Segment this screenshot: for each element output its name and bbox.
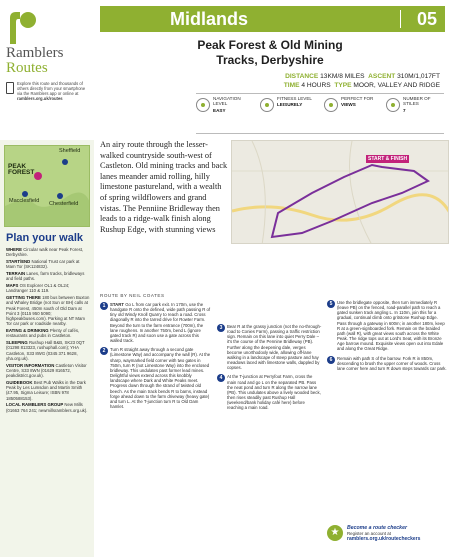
locator-label-sheffield: Sheffield xyxy=(59,148,81,154)
intro-paragraph: An airy route through the lesser-walked countryside south-west of Castleton. Old mining tracks and back lanes meander amid rolling, hilly limestone pastureland, with a wealth of spring wildflowers and grand vistas. The Penniine Bridleway then leads to a ridge-walk finish along Rushup Edge, with stunning views xyxy=(100,140,228,234)
walk-number: 05 xyxy=(416,9,437,29)
star-icon: ★ xyxy=(327,525,343,541)
stats-divider xyxy=(196,93,444,94)
brand-subname: Routes xyxy=(6,60,48,76)
brand-name: Ramblers xyxy=(6,45,64,61)
route-step-3: 3 Bear R at the grassy junction (not the no-through-road to Conies Farm), passing a traffic restriction sign. Remain on this lane into quiet Perry Dale – it's the course of the Pennine Bridleway (PB). Further along the deepening dale, verges become unorthodoxly wide, allowing off-lane walking in a landscape of steep pasture and hay meadows laced with limestone walls, dappled by copses. xyxy=(217,324,322,370)
step-number: 1 xyxy=(100,302,108,310)
plan-item: WHERE Circular walk near Peak Forest, Derbyshire. xyxy=(6,247,84,258)
steps-column-3 xyxy=(327,300,447,375)
type-value: MOOR, VALLEY AND RIDGE xyxy=(353,82,440,89)
plan-item: START/END National Trust car park at Mam Tor (SK124832). xyxy=(6,259,80,270)
locator-label-macclesfield: Macclesfield xyxy=(9,198,40,204)
badges-divider xyxy=(196,133,444,134)
step-number: 2 xyxy=(100,347,108,355)
walk-title: Peak Forest & Old Mining Tracks, Derbyshire xyxy=(197,38,343,67)
header-divider xyxy=(400,10,401,28)
fitness-level-badge: FITNESS LEVEL LEISURELY xyxy=(260,96,320,130)
route-checker-cta xyxy=(327,521,447,545)
stile-icon xyxy=(386,98,400,112)
ramblers-r-logo-icon xyxy=(6,8,40,46)
region-header-bar xyxy=(100,6,445,32)
app-promo xyxy=(6,81,88,101)
navigation-level-badge: NAVIGATION LEVEL EASY xyxy=(196,96,256,130)
step-number: 3 xyxy=(217,324,225,332)
plan-item: MAPS OS Explorer OL1 & OL24; Landranger 110 & 119. xyxy=(6,283,70,294)
left-sidebar xyxy=(0,0,94,557)
route-step-1: 1 START Go L from car park exit. In 170m, use the handgate R onto the defined, wide path passing R of tiny old Windy Knoll Quarry to reach a road. Cross diagonally R into the tarred drive for Rowter Farm. Beyond the turn to the farm entrance (700m), the lane roughens. In another 750m, bend L (ignore gated track R) and soon use a gate across this walled track. xyxy=(100,302,212,343)
ascent-value: 310M/1,017FT xyxy=(397,73,440,80)
plan-item: VISITOR INFORMATION Castleton Visitor Centre, S33 8WN (01629 816572, peakdistrict.gov.uk). xyxy=(6,362,87,378)
locator-map-drawing xyxy=(5,146,90,227)
plan-your-walk-heading: Plan your walk xyxy=(6,232,84,244)
locator-label-peak-forest: PEAK FOREST xyxy=(8,163,35,176)
plan-item: GETTING THERE 180 bus between Buxton and Whaley Bridge (not Sun or BH) calls at Peak Forest, 450m south of Old Dam at Point 3 (0115 950 5090; highpeakbuses.com). Parking at NT Mam Tor car park or roadside nearby. xyxy=(6,295,90,327)
routes-link[interactable]: ramblers.org.uk/routes xyxy=(17,96,63,101)
step-number: 6 xyxy=(327,356,335,364)
region-name: Midlands xyxy=(170,9,249,29)
route-step-5: 5 Use the bridlegate opposite, then turn immediately R (leave PB) on the fenced, road-parallel path to reach a gated sunken track angling L. In 110m, join this for a gradual, continual climb onto gritstone Rushup Edge. Pass through a gateway in 600m; in another 180m, keep R at a green-signboarded fork. Remain on the braided path (wall R), with great views south across the White Peak. The ridge tops out at Lord's Seat, with its Bronze Age barrow mound. Exquisite views open out into Edale and along the Great Ridge. xyxy=(327,300,447,352)
cta-subtext: Register an account at xyxy=(347,530,391,536)
plan-item: SLEEPING Rushup Hall B&B, SK23 0QT (01298 813323, rushuphall.com); YHA Castleton, S33 8WG (0345 371 9628, yha.org.uk). xyxy=(6,340,85,361)
steps-column-1 xyxy=(100,302,212,413)
step-number: 5 xyxy=(327,300,335,308)
compass-icon xyxy=(196,98,210,112)
plan-item: GUIDEBOOK Best Pub Walks in the Dark Peak by Les Lumsdon and Martin Smith (£7.95, Sigma Leisure; ISBN 978 1850588153). xyxy=(6,379,86,401)
stiles-badge: NUMBER OF STILES 7 xyxy=(386,96,446,130)
route-checkers-link[interactable]: ramblers.org.uk/routecheckers xyxy=(347,535,421,542)
cta-heading: Become a route checker xyxy=(347,524,407,531)
smartphone-icon xyxy=(6,82,14,94)
route-step-2: 2 Turn R straight away through a second gate (Limestone Way) and accompany the wall (R). At the sharp, waymarked field corner with two gates in 750m, turn R (not Limestone Way) into the enclosed bridleway. This undulates past former lead mines. Delightful views extend across this knobbly landscape where Dark and White Peaks meet. Progress down through the strand of twisted old beech. As the main track bends R to barns, instead forge ahead down to the farm driveway (heavy gate) and turn L. At the T-junction turn R to Old Dam hamlet. xyxy=(100,347,212,409)
locator-map xyxy=(4,145,90,227)
plan-item: LOCAL RAMBLERS GROUP New Mills (01663 764 241; newmillsramblers.org.uk). xyxy=(6,402,88,413)
steps-column-2 xyxy=(217,324,322,415)
perfect-for-badge: PERFECT FOR VIEWS xyxy=(324,96,384,130)
route-step-6: 6 Remain with path S of the barrow. Fork R in 850m, descending to brush the upper corner of woods. Cross lane corner here and turn R down steps towards car park. xyxy=(327,356,447,371)
plan-item: EATING & DRINKING Plenty of cafés, restaurants and pubs in Castleton. xyxy=(6,328,80,339)
app-promo-text: Explore this route and thousands of others directly from your smartphone via the Ramblers app or online at xyxy=(17,81,86,96)
route-step-4: 4 At the T-junction at Perryfoot Farm, cross the main road and go L on the separated PB. Pass the neat pond and turn R along the narrow lane (PB). This undulates above a lively wooded beck, then rises steadily past Rushup Hall (weekend/bank holiday café here) before reaching a main road. xyxy=(217,374,322,410)
step-number: 4 xyxy=(217,374,225,382)
boot-icon xyxy=(260,98,274,112)
plan-your-walk-details xyxy=(6,247,90,414)
distance-value: 13KM/8 MILES xyxy=(320,73,365,80)
locator-label-chesterfield: Chesterfield xyxy=(49,201,79,207)
time-value: 4 HOURS xyxy=(301,82,331,89)
walk-stats: DISTANCE 13KM/8 MILES ASCENT 310M/1,017FT TIME 4 HOURS TYPE MOOR, VALLEY AND RIDGE xyxy=(283,73,440,89)
brand-block xyxy=(0,0,94,140)
route-map-drawing xyxy=(232,141,449,244)
rating-badges xyxy=(196,96,446,130)
byline: ROUTE BY NEIL COATES xyxy=(100,293,165,298)
start-finish-label: START & FINISH xyxy=(368,156,408,162)
plan-item: TERRAIN Lanes, farm tracks, bridleways and field paths. xyxy=(6,271,85,282)
route-map[interactable] xyxy=(231,140,449,244)
binoculars-icon xyxy=(324,98,338,112)
